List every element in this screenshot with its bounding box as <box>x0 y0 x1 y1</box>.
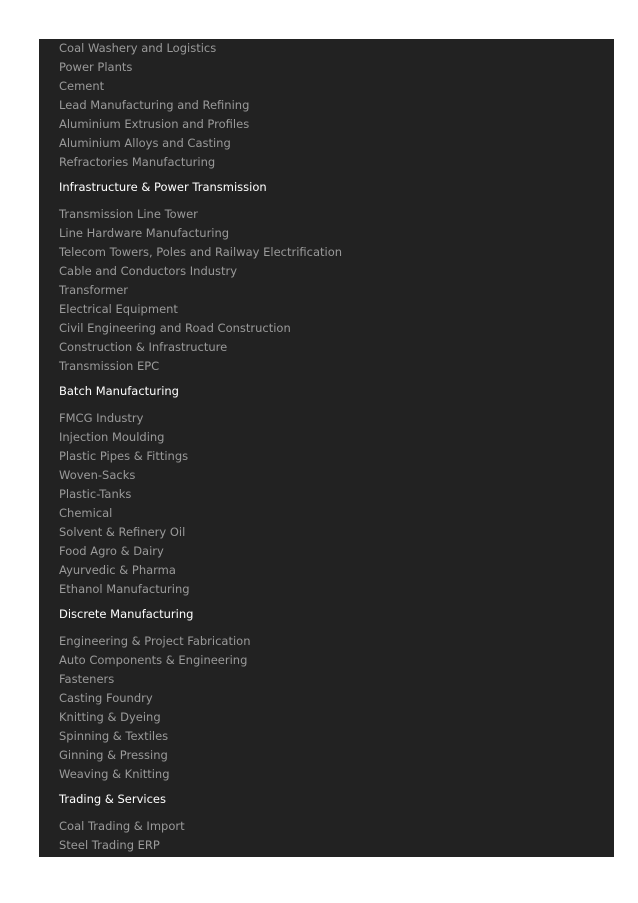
menu-link[interactable]: Civil Engineering and Road Construction <box>59 321 291 335</box>
menu-link-aluminium-extrusion[interactable]: Aluminium Extrusion and Profiles <box>59 117 250 131</box>
menu-link[interactable]: Woven-Sacks <box>59 468 136 482</box>
top-items-group <box>59 39 342 172</box>
menu-link[interactable]: FMCG Industry <box>59 411 144 425</box>
menu-link[interactable]: Transmission EPC <box>59 359 160 373</box>
menu-link[interactable]: Coal Trading & Import <box>59 819 185 833</box>
section-title: Batch Manufacturing <box>59 384 179 398</box>
menu-link[interactable]: Weaving & Knitting <box>59 767 170 781</box>
section-discrete-manufacturing <box>59 605 342 784</box>
menu-link[interactable]: Cable and Conductors Industry <box>59 264 238 278</box>
section-title: Discrete Manufacturing <box>59 607 194 621</box>
menu-link[interactable]: Chemical <box>59 506 113 520</box>
menu-link[interactable]: Spinning & Textiles <box>59 729 169 743</box>
menu-link[interactable]: Telecom Towers, Poles and Railway Electrification <box>59 245 343 259</box>
industries-menu-panel <box>39 39 614 857</box>
section-infrastructure <box>59 178 342 376</box>
menu-link[interactable]: Line Hardware Manufacturing <box>59 226 230 240</box>
section-batch-manufacturing <box>59 382 342 599</box>
menu-link-cement[interactable]: Cement <box>59 79 105 93</box>
section-title: Trading & Services <box>59 792 166 806</box>
menu-link[interactable]: Fasteners <box>59 672 115 686</box>
menu-link[interactable]: Construction & Infrastructure <box>59 340 228 354</box>
menu-link[interactable]: Transmission Line Tower <box>59 207 198 221</box>
menu-link-aluminium-alloys[interactable]: Aluminium Alloys and Casting <box>59 136 231 150</box>
section-trading-services <box>59 790 342 855</box>
menu-link[interactable]: Auto Components & Engineering <box>59 653 248 667</box>
menu-link[interactable]: Casting Foundry <box>59 691 153 705</box>
menu-link-power-plants[interactable]: Power Plants <box>59 60 133 74</box>
menu-link-refractories[interactable]: Refractories Manufacturing <box>59 155 216 169</box>
section-title: Infrastructure & Power Transmission <box>59 180 267 194</box>
menu-link[interactable]: Transformer <box>59 283 129 297</box>
menu-link[interactable]: Injection Moulding <box>59 430 165 444</box>
menu-link-lead-manufacturing[interactable]: Lead Manufacturing and Refining <box>59 98 250 112</box>
menu-link[interactable]: Knitting & Dyeing <box>59 710 161 724</box>
menu-link-coal-washery[interactable]: Coal Washery and Logistics <box>59 41 217 55</box>
industries-list <box>59 39 342 855</box>
menu-link[interactable]: Steel Trading ERP <box>59 838 160 852</box>
menu-link[interactable]: Ethanol Manufacturing <box>59 582 190 596</box>
menu-link[interactable]: Electrical Equipment <box>59 302 178 316</box>
menu-link[interactable]: Solvent & Refinery Oil <box>59 525 186 539</box>
menu-link[interactable]: Engineering & Project Fabrication <box>59 634 251 648</box>
menu-link[interactable]: Ginning & Pressing <box>59 748 168 762</box>
menu-link[interactable]: Plastic-Tanks <box>59 487 132 501</box>
menu-link[interactable]: Plastic Pipes & Fittings <box>59 449 189 463</box>
menu-link[interactable]: Ayurvedic & Pharma <box>59 563 176 577</box>
menu-link[interactable]: Food Agro & Dairy <box>59 544 164 558</box>
